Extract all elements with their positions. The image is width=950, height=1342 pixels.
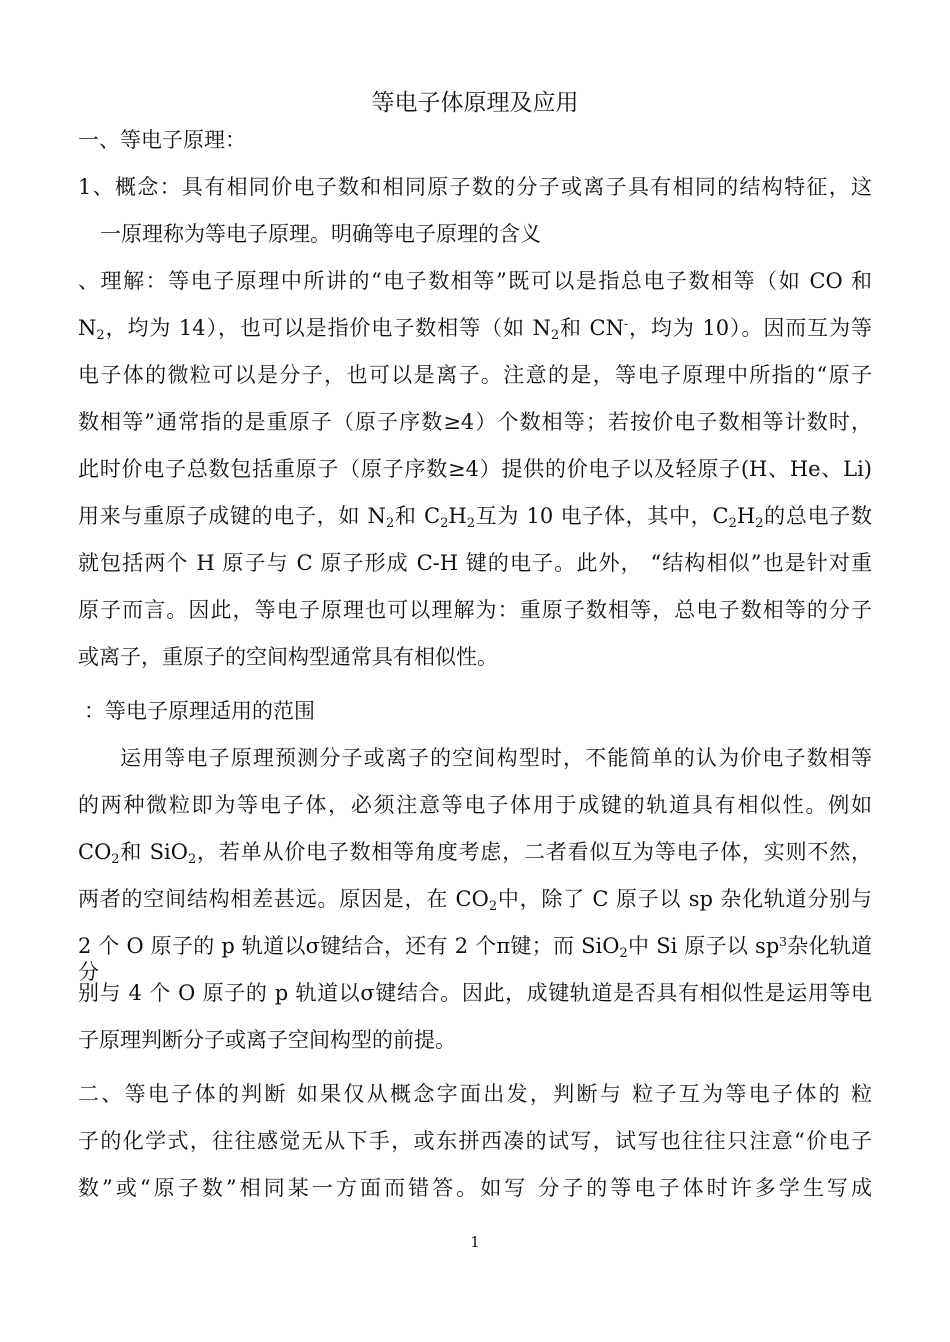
understanding-line-6 <box>78 503 872 529</box>
page-number: 1 <box>470 1233 480 1251</box>
understanding-line-5: 此时价电子总数包括重原子（原子序数≥4）提供的价电子以及轻原子(H、He、Li) <box>78 457 872 481</box>
text-run: 数”或“原子数”相同某一方面而错答。如写 <box>78 1176 529 1200</box>
text-run: $CO_2$和 SiO$_2$，若单从价电子数相等角度考虑，二者看似互为等电子体，实则不然， <box>78 840 872 867</box>
text-run: 粒 <box>851 1082 872 1106</box>
section-heading-1: 一、等电子原理： <box>78 128 246 152</box>
text-run: 2 个 O 原子的 p 轨道以σ键结合，还有 2 个π键；而 SiO$_2$中 Si 原子以 $sp^3$杂化轨道分 <box>78 934 872 984</box>
concept-line-2: 一原理称为等电子原理。明确等电子原理的含义 <box>100 222 541 246</box>
scope-line-3 <box>78 839 872 865</box>
understanding-line-4: 数相等”通常指的是重原子（原子序数≥4）个数相等；若按价电子数相等计数时， <box>78 410 872 434</box>
understanding-line-8: 原子而言。因此，等电子原理也可以理解为：重原子数相等，总电子数相等的分子 <box>78 598 872 622</box>
section2-line-3 <box>78 1175 872 1201</box>
understanding-line-2 <box>78 315 872 341</box>
text-run: 两者的空间结构相差甚远。原因是，在 $CO_2$中，除了 C 原子以 sp 杂化轨道分别与 <box>78 887 872 914</box>
scope-heading: ：等电子原理适用的范围 <box>84 699 315 723</box>
concept-line-1: 1、概念：具有相同价电子数和相同原子数的分子或离子具有相同的结构特征，这 <box>78 175 872 199</box>
text-run: 分子的等电子体时许多学生写成 <box>538 1176 872 1200</box>
scope-line-1: 运用等电子原理预测分子或离子的空间构型时，不能简单的认为价电子数相等 <box>120 746 872 770</box>
scope-line-5 <box>78 933 872 984</box>
scope-line-7: 子原理判断分子或离子空间构型的前提。 <box>78 1028 456 1052</box>
section-heading-2: 二、等电子体的判断 <box>78 1082 288 1106</box>
scope-line-6: 别与 4 个 O 原子的 p 轨道以σ键结合。因此，成键轨道是否具有相似性是运用等电 <box>78 981 872 1005</box>
understanding-line-3: 电子体的微粒可以是分子，也可以是离子。注意的是，等电子原理中所指的“原子 <box>78 363 872 387</box>
understanding-line-9: 或离子，重原子的空间构型通常具有相似性。 <box>78 645 498 669</box>
text-run: $N_2$，均为 14），也可以是指价电子数相等（如 $N_2$和 CN-，均为 10）。因而互为等 <box>78 316 872 343</box>
text-run: CO <box>809 269 843 293</box>
page-title: 等电子体原理及应用 <box>371 90 579 116</box>
scope-line-2: 的两种微粒即为等电子体，必须注意等电子体用于成键的轨道具有相似性。例如 <box>78 793 872 817</box>
section2-line-2: 子的化学式，往往感觉无从下手，或东拼西凑的试写，试写也往往只注意“价电子 <box>78 1129 872 1153</box>
text-run: 如果仅从概念字面出发，判断与 <box>296 1082 624 1106</box>
section2-line-1 <box>78 1081 872 1107</box>
text-run: 用来与重原子成键的电子，如 $N_2$和 $C_2H_2$互为 10 电子体，其中，$C_2H_2$的总电子数 <box>78 504 872 531</box>
understanding-line-1 <box>78 268 872 294</box>
text-run: 和 <box>850 269 872 293</box>
text-run: 、理解：等电子原理中所讲的“电子数相等”既可以是指总电子数相等（如 <box>78 269 802 293</box>
understanding-line-7: 就包括两个 H 原子与 C 原子形成 C-H 键的电子。此外， “结构相似”也是针对重 <box>78 551 872 575</box>
scope-line-4 <box>78 886 872 912</box>
text-run: 粒子互为等电子体的 <box>632 1082 842 1106</box>
